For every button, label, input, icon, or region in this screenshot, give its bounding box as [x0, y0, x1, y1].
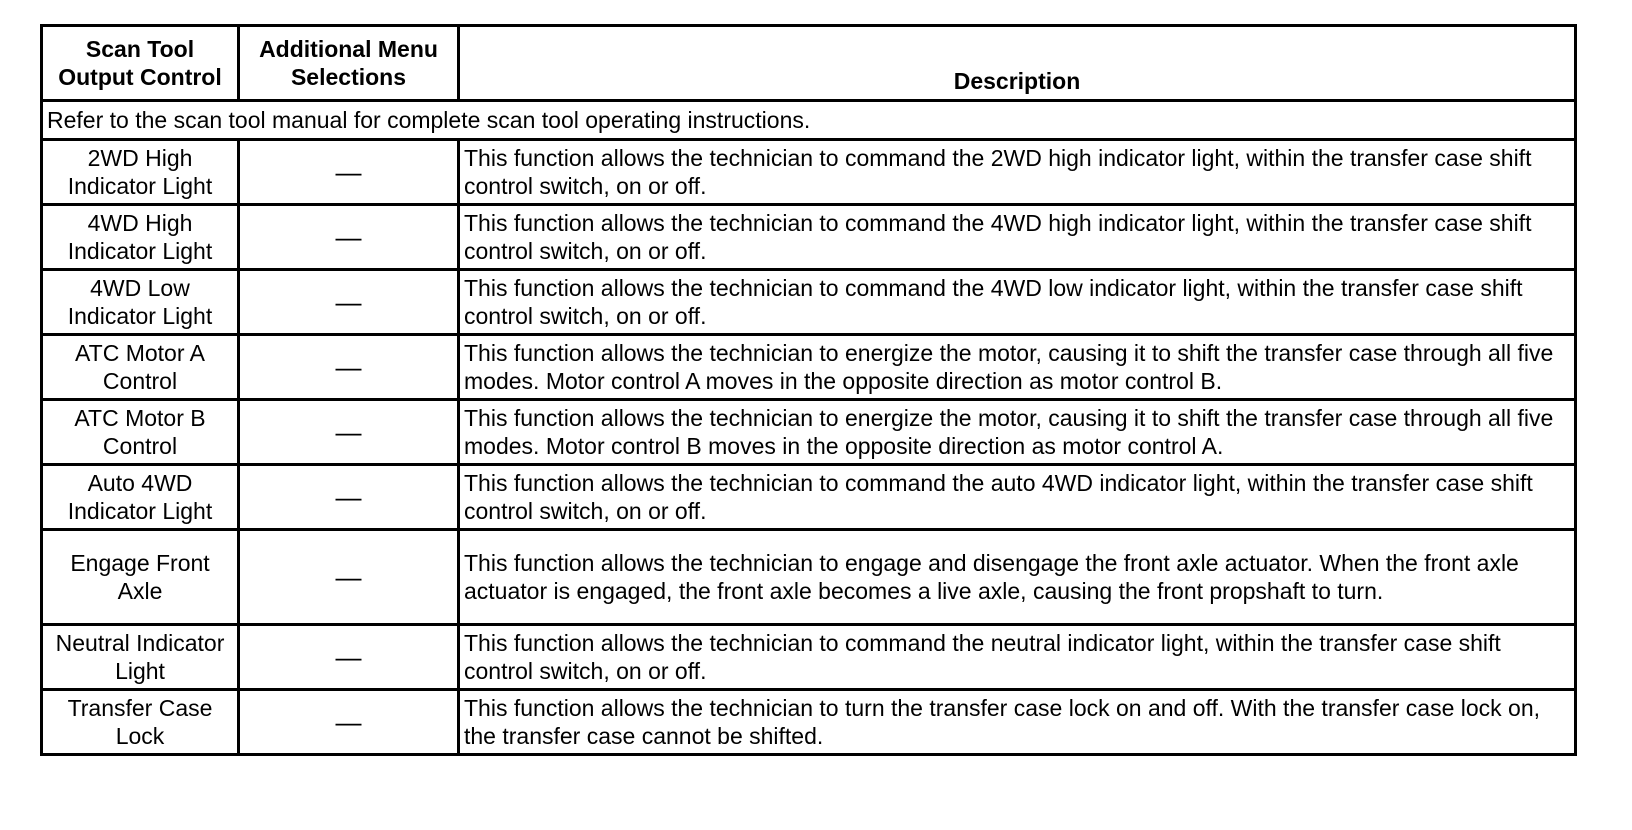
menu-selection-cell: —	[239, 140, 459, 205]
output-control-cell: ATC Motor B Control	[42, 400, 239, 465]
table-row	[42, 270, 1576, 335]
table-row	[42, 400, 1576, 465]
table-row	[42, 530, 1576, 625]
output-control-cell: 4WD Low Indicator Light	[42, 270, 239, 335]
output-control-cell: Auto 4WD Indicator Light	[42, 465, 239, 530]
table-row	[42, 140, 1576, 205]
output-control-cell: Neutral Indicator Light	[42, 625, 239, 690]
scan-tool-output-table	[40, 24, 1577, 756]
menu-selection-cell: —	[239, 400, 459, 465]
header-description: Description	[459, 26, 1576, 101]
menu-selection-cell: —	[239, 335, 459, 400]
note-row	[42, 101, 1576, 140]
menu-selection-cell: —	[239, 690, 459, 755]
description-cell: This function allows the technician to energize the motor, causing it to shift the transfer case through all five modes. Motor control A moves in the opposite direction as motor control B.	[459, 335, 1576, 400]
description-cell: This function allows the technician to command the neutral indicator light, within the transfer case shift control switch, on or off.	[459, 625, 1576, 690]
table-row	[42, 690, 1576, 755]
note-text: Refer to the scan tool manual for complete scan tool operating instructions.	[42, 101, 1576, 140]
output-control-cell: Engage Front Axle	[42, 530, 239, 625]
output-control-cell: Transfer Case Lock	[42, 690, 239, 755]
output-control-cell: 2WD High Indicator Light	[42, 140, 239, 205]
header-row	[42, 26, 1576, 101]
menu-selection-cell: —	[239, 270, 459, 335]
description-cell: This function allows the technician to command the auto 4WD indicator light, within the transfer case shift control switch, on or off.	[459, 465, 1576, 530]
menu-selection-cell: —	[239, 625, 459, 690]
description-cell: This function allows the technician to energize the motor, causing it to shift the transfer case through all five modes. Motor control B moves in the opposite direction as motor control A.	[459, 400, 1576, 465]
description-cell: This function allows the technician to turn the transfer case lock on and off. With the transfer case lock on, the transfer case cannot be shifted.	[459, 690, 1576, 755]
description-cell: This function allows the technician to command the 4WD low indicator light, within the transfer case shift control switch, on or off.	[459, 270, 1576, 335]
menu-selection-cell: —	[239, 205, 459, 270]
description-cell: This function allows the technician to command the 2WD high indicator light, within the transfer case shift control switch, on or off.	[459, 140, 1576, 205]
table-row	[42, 465, 1576, 530]
menu-selection-cell: —	[239, 530, 459, 625]
output-control-cell: ATC Motor A Control	[42, 335, 239, 400]
menu-selection-cell: —	[239, 465, 459, 530]
description-cell: This function allows the technician to command the 4WD high indicator light, within the transfer case shift control switch, on or off.	[459, 205, 1576, 270]
table-row	[42, 205, 1576, 270]
table-row	[42, 625, 1576, 690]
header-additional-menu-selections: Additional Menu Selections	[239, 26, 459, 101]
table-row	[42, 335, 1576, 400]
header-scan-tool-output-control: Scan Tool Output Control	[42, 26, 239, 101]
description-cell: This function allows the technician to engage and disengage the front axle actuator. When the front axle actuator is engaged, the front axle becomes a live axle, causing the front propshaft to turn.	[459, 530, 1576, 625]
output-control-cell: 4WD High Indicator Light	[42, 205, 239, 270]
